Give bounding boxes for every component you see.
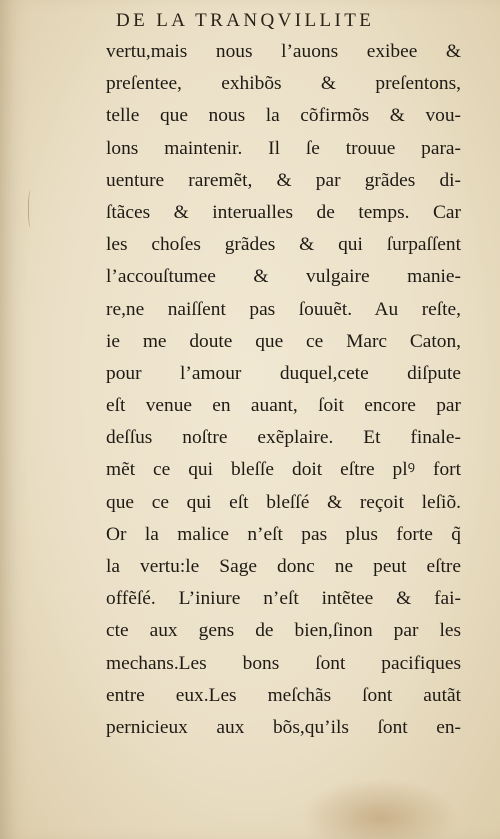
text-line: eſt venue en auant, ſoit encore par (106, 395, 461, 417)
page-stain (300, 778, 460, 839)
text-line: que ce qui eſt bleſſé & reçoit leſiõ. (106, 491, 461, 513)
text-line: re,ne naiſſent pas ſouuẽt. Au reſte, (106, 298, 461, 320)
text-line: mẽt ce qui bleſſe doit eſtre plꝰ fort (106, 459, 461, 481)
text-line: les choſes grãdes & qui ſurpaſſent (106, 234, 461, 256)
text-line: deſſus noſtre exẽplaire. Et finale- (106, 427, 461, 449)
text-line: cte aux gens de bien,ſinon par les (106, 620, 461, 642)
text-line: uenture raremẽt, & par grãdes di- (106, 169, 461, 191)
text-line: la vertu:le Sage donc ne peut eſtre (106, 556, 461, 577)
running-head: DE LA TRANQVILLITE (116, 10, 375, 31)
text-line: l’accouſtumee & vulgaire manie- (106, 266, 461, 288)
text-block (106, 36, 461, 744)
text-line: telle que nous la cõfirmõs & vou- (106, 105, 461, 127)
text-line: mechans.Les bons ſont pacifiques (106, 652, 461, 674)
text-line: preſentee, exhibõs & preſentons, (106, 73, 461, 95)
text-line: ie me doute que ce Marc Caton, (106, 330, 461, 352)
margin-mark (28, 190, 35, 228)
text-line: entre eux.Les meſchãs ſont autãt (106, 684, 461, 706)
text-line: pour l’amour duquel,cete diſpute (106, 362, 461, 384)
text-line: ſtãces & interualles de temps. Car (106, 201, 461, 223)
text-line: Or la malice n’eſt pas plus forte q̃ (106, 523, 461, 545)
text-line: offẽſé. L’iniure n’eſt intẽtee & fai- (106, 588, 461, 610)
text-line: pernicieux aux bõs,qu’ils ſont en- (106, 716, 461, 738)
text-line: lons maintenir. Il ſe trouue para- (106, 137, 461, 159)
text-line: vertu,mais nous l’auons exibee & (106, 41, 461, 62)
